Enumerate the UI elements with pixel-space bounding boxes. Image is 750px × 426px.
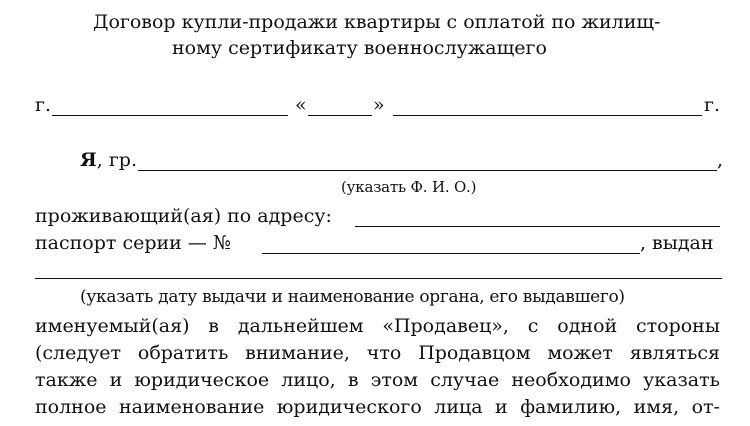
body-word: и xyxy=(495,396,508,418)
body-word: в xyxy=(347,369,359,391)
body-line-4 xyxy=(35,396,720,418)
body-word: являться xyxy=(629,342,720,364)
body-word: наименование xyxy=(119,396,265,418)
body-word: юридического xyxy=(276,396,422,418)
body-line-2 xyxy=(35,342,720,364)
city-blank xyxy=(52,115,288,116)
body-word: случае xyxy=(430,369,500,391)
body-line-1 xyxy=(35,315,720,337)
issued-comma: , xyxy=(640,232,647,254)
body-word: этом xyxy=(370,369,419,391)
body-word: полное xyxy=(35,396,107,418)
body-word: юридическое xyxy=(134,369,270,391)
body-word: лица xyxy=(434,396,483,418)
document-title-line-1: Договор купли-продажи квартиры с оплатой по жилищ- xyxy=(93,11,661,33)
body-word: может xyxy=(547,342,613,364)
fio-comma: , xyxy=(717,149,724,171)
passport-label: паспорт серии — № xyxy=(35,232,231,254)
document-title-line-2: ному сертификату военнослужащего xyxy=(172,37,547,59)
year-suffix: г. xyxy=(704,94,720,116)
address-blank xyxy=(355,226,720,227)
body-word: с xyxy=(527,315,539,337)
body-word: и xyxy=(109,369,123,391)
body-word: стороны xyxy=(635,315,720,337)
pronoun-ya: Я xyxy=(80,149,97,171)
passport-number-blank xyxy=(262,253,640,254)
body-word: что xyxy=(366,342,402,364)
address-label: проживающий(ая) по адресу: xyxy=(35,205,332,227)
body-word: внимание, xyxy=(245,342,350,364)
date-quote-close: » xyxy=(373,94,385,116)
body-word: обратить xyxy=(137,342,229,364)
body-word: дальнейшем xyxy=(237,315,364,337)
day-blank xyxy=(308,115,372,116)
body-word: (следует xyxy=(35,342,122,364)
body-word: Продавцом xyxy=(418,342,531,364)
body-line-3 xyxy=(35,369,720,391)
body-word: лицо, xyxy=(281,369,336,391)
body-word: фамилию, xyxy=(520,396,622,418)
party-intro xyxy=(80,149,137,171)
body-word: «Продавец», xyxy=(382,315,509,337)
fio-blank xyxy=(138,170,717,171)
month-year-blank xyxy=(393,115,702,116)
body-word: имя, xyxy=(633,396,680,418)
body-word: от- xyxy=(691,396,720,418)
body-word: одной xyxy=(557,315,618,337)
city-prefix: г. xyxy=(35,94,51,116)
citizen-abbrev: , гр. xyxy=(96,149,138,171)
body-word: также xyxy=(35,369,98,391)
body-word: в xyxy=(208,315,219,337)
date-quote-open: « xyxy=(295,94,307,116)
issued-label: выдан xyxy=(652,232,714,254)
body-word: необходимо xyxy=(511,369,631,391)
fio-hint: (указать Ф. И. О.) xyxy=(341,178,477,196)
body-word: именуемый(ая) xyxy=(35,315,190,337)
body-word: указать xyxy=(643,369,720,391)
issuer-hint: (указать дату выдачи и наименование органа, его выдавшего) xyxy=(80,287,625,307)
issuer-blank xyxy=(35,278,722,279)
